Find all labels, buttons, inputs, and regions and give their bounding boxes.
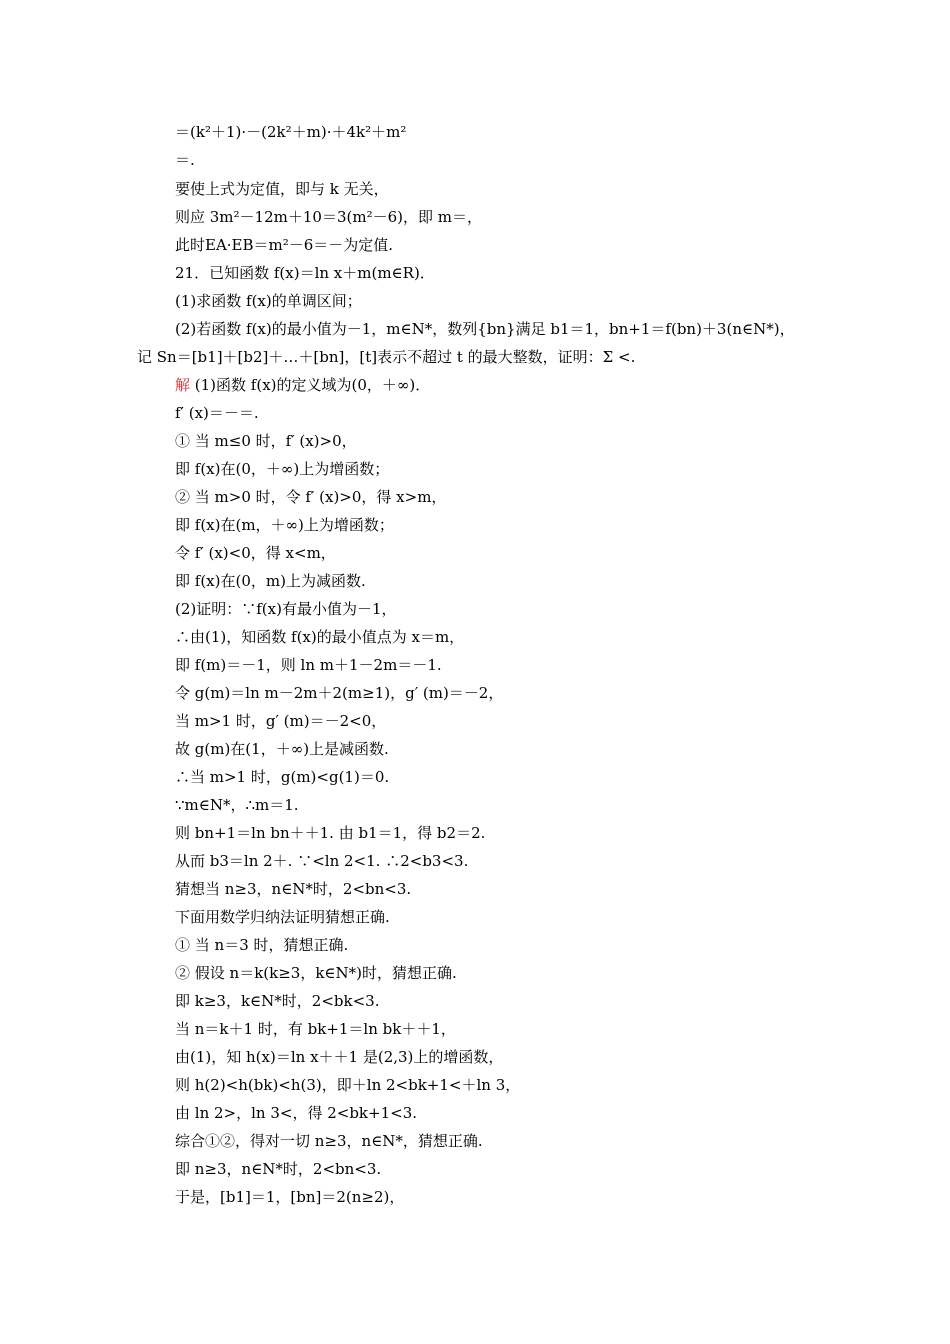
text-line: ② 当 m>0 时，令 f′ (x)>0，得 x>m， (175, 488, 447, 506)
text-line: ＝. (175, 151, 195, 169)
text-line: f′ (x)＝－＝. (175, 404, 259, 422)
text-line: ① 当 m≤0 时，f′ (x)>0， (175, 432, 357, 450)
text-line: 猜想当 n≥3，n∈N*时，2<bn<3. (175, 880, 412, 898)
text-line: 由(1)，知 h(x)＝ln x＋＋1 是(2,3)上的增函数， (175, 1048, 504, 1066)
text-line: (2)若函数 f(x)的最小值为－1，m∈N*，数列{bn}满足 b1＝1，bn+1＝f(bn)＋3(n∈N*)， (175, 320, 795, 338)
solution-label: 解 (175, 376, 191, 394)
text-line: 当 m>1 时，g′ (m)＝－2<0， (175, 712, 387, 730)
text-line: (2)证明：∵f(x)有最小值为－1， (175, 600, 397, 618)
text-line: 即 f(m)＝－1，则 ln m＋1－2m＝－1. (175, 656, 442, 674)
text-line: ∴当 m>1 时，g(m)<g(1)＝0. (175, 768, 390, 786)
text-line: ① 当 n＝3 时，猜想正确. (175, 936, 349, 954)
solution-line (175, 376, 430, 394)
text-line: 即 f(x)在(0，＋∞)上为增函数； (175, 460, 390, 478)
text-line: 则应 3m²－12m＋10＝3(m²－6)，即 m＝， (175, 208, 482, 226)
text-line: 即 n≥3，n∈N*时，2<bn<3. (175, 1160, 382, 1178)
text-line: 则 bn+1＝ln bn＋＋1. 由 b1＝1，得 b2＝2. (175, 824, 486, 842)
text-line: ∵m∈N*，∴m＝1. (175, 796, 299, 814)
text-line: 即 f(x)在(0，m)上为减函数. (175, 572, 366, 590)
text-line: 由 ln 2>，ln 3<，得 2<bk+1<3. (175, 1104, 418, 1122)
text-line: 即 k≥3，k∈N*时，2<bk<3. (175, 992, 380, 1010)
text-line: 令 g(m)＝ln m－2m＋2(m≥1)，g′ (m)＝－2， (175, 684, 504, 702)
text-line: 综合①②，得对一切 n≥3，n∈N*，猜想正确. (175, 1132, 483, 1150)
text-line: 记 Sn＝[b1]＋[b2]＋…＋[bn]，[t]表示不超过 t 的最大整数，证明：Σ <. (137, 348, 636, 366)
text-line: ∴由(1)，知函数 f(x)的最小值点为 x＝m， (175, 628, 465, 646)
text-line: ② 假设 n＝k(k≥3，k∈N*)时，猜想正确. (175, 964, 457, 982)
text-line: 下面用数学归纳法证明猜想正确. (175, 908, 390, 926)
text-line: 即 f(x)在(m，＋∞)上为增函数； (175, 516, 394, 534)
text-line: ＝(k²＋1)·－(2k²＋m)·＋4k²＋m² (175, 123, 407, 141)
text-line: 则 h(2)<h(bk)<h(3)，即＋ln 2<bk+1<＋ln 3， (175, 1076, 521, 1094)
text-line: (1)函数 f(x)的定义域为(0，＋∞)． (190, 376, 431, 394)
text-line: 当 n＝k＋1 时，有 bk+1＝ln bk＋＋1， (175, 1020, 456, 1038)
text-line: 从而 b3＝ln 2＋. ∵<ln 2<1. ∴2<b3<3. (175, 852, 469, 870)
problem-heading: 21．已知函数 f(x)＝ln x＋m(m∈R)． (175, 264, 435, 282)
text-line: 令 f′ (x)<0，得 x<m， (175, 544, 336, 562)
text-line: 要使上式为定值，即与 k 无关， (175, 180, 389, 198)
text-line: 于是，[b1]＝1，[bn]＝2(n≥2)， (175, 1188, 405, 1206)
text-line: (1)求函数 f(x)的单调区间； (175, 292, 362, 310)
text-line: 故 g(m)在(1，＋∞)上是减函数. (175, 740, 389, 758)
text-line: 此时EA·EB＝m²－6＝－为定值. (175, 236, 394, 254)
